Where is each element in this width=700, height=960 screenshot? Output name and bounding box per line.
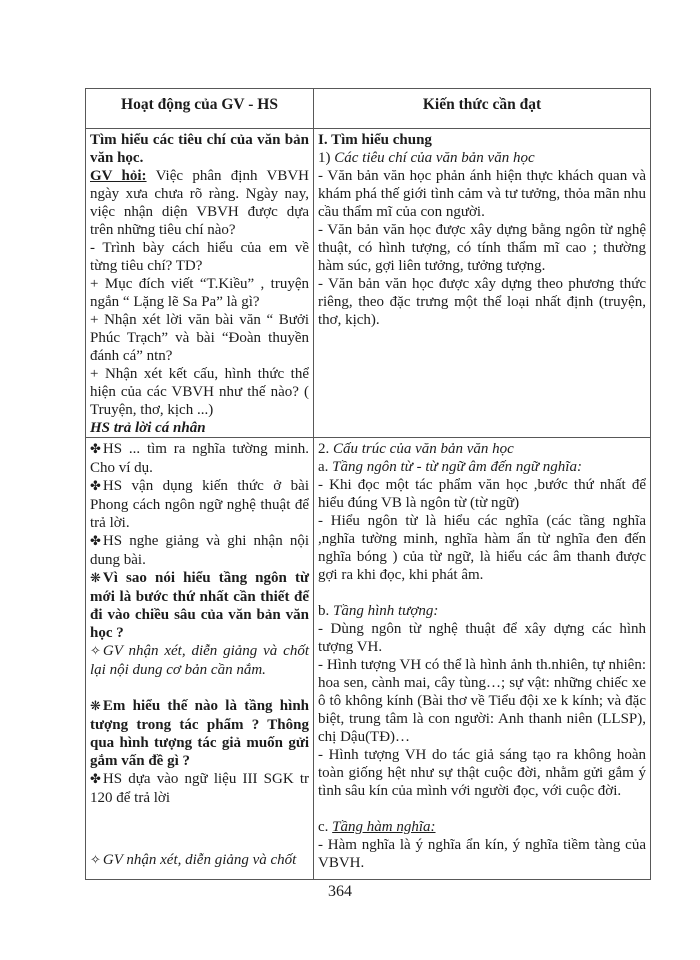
gv-discussion-text: Em hiểu thế nào là tầng hình tượng trong tác phẩm ? Thông qua hình tượng tác giả muốn gửi gắm vấn đề gì ? <box>90 698 309 769</box>
hs-activity-item <box>90 532 309 569</box>
subheading-title: Tầng ngôn từ - từ ngữ âm đến ngữ nghĩa: <box>332 459 582 475</box>
diamond-bullet-icon: ✧ <box>90 853 101 868</box>
cell-row2-knowledge <box>314 438 650 879</box>
subheading-title: Các tiêu chí của văn bản văn học <box>334 150 535 166</box>
subheading-letter: b. <box>318 603 333 619</box>
star-bullet-icon: ❋ <box>90 571 101 586</box>
hs-activity-text: HS vận dụng kiến thức ở bài Phong cách ngôn ngữ nghệ thuật để trả lời. <box>90 478 309 531</box>
hs-activity-item <box>90 477 309 532</box>
cell-row2-activities <box>86 438 314 879</box>
gv-remark <box>90 851 309 870</box>
gv-discussion-text: Vì sao nói hiểu tầng ngôn từ mới là bước thứ nhất cần thiết để đi vào chiều sâu của văn bản văn học ? <box>90 570 309 641</box>
star-bullet-icon: ❋ <box>90 699 101 714</box>
subheading-title: Tầng hàm nghĩa: <box>332 819 436 835</box>
hs-activity-item <box>90 770 309 807</box>
knowledge-bullet: - Hình tượng VH có thể là hình ảnh th.nhiên, tự nhiên: hoa sen, cành mai, cây tùng…; sự vật: những chiếc xe ô tô không kính (Bài thơ về Tiểu đội xe k kính; và đặc biệt, trung tâm là con người: Anh thanh niên (LLSP), chị Dậu(TĐ)… <box>318 657 646 745</box>
gv-remark <box>90 642 309 679</box>
cell-row1-activities <box>86 129 314 438</box>
hs-answer-note: HS trả lời cá nhân <box>90 420 206 436</box>
subheading-number: 1) <box>318 150 335 166</box>
cell-row1-knowledge <box>314 129 650 438</box>
knowledge-bullet: - Hiểu ngôn từ là hiểu các nghĩa (các tầng nghĩa ,nghĩa tường minh, nghĩa hàm ẩn từ nghĩa đen đến nghĩa bóng ) của từ ngữ, là hiểu các âm thanh được gợi ra khi đọc, khi phát âm. <box>318 513 646 583</box>
gv-question-label: GV hỏi: <box>90 168 147 184</box>
hs-activity-text: HS nghe giảng và ghi nhận nội dung bài. <box>90 533 309 568</box>
lesson-plan-table <box>85 88 651 880</box>
hs-activity-item <box>90 440 309 477</box>
heading-title: Cấu trúc của văn bản văn học <box>333 441 514 457</box>
gv-discussion-question <box>90 569 309 642</box>
knowledge-bullet: - Hàm nghĩa là ý nghĩa ẩn kín, ý nghĩa tiềm tàng của VBVH. <box>318 837 646 871</box>
gv-question-paragraph <box>90 167 309 239</box>
header-activities-label: Hoạt động của GV - HS <box>121 96 278 113</box>
question-item: + Nhận xét lời văn bài văn “ Bưởi Phúc Trạch” và bài “Đoàn thuyền đánh cá” ntn? <box>90 312 309 364</box>
header-knowledge-label: Kiến thức cần đạt <box>422 96 542 113</box>
page-number: 364 <box>328 883 352 900</box>
question-item: + Mục đích viết “T.Kiều” , truyện ngắn “ Lặng lẽ Sa Pa” là gì? <box>90 276 309 310</box>
subheading-title: Tầng hình tượng: <box>333 603 439 619</box>
hs-activity-text: HS dựa vào ngữ liệu III SGK tr 120 để trả lời <box>90 771 309 806</box>
knowledge-subheading-1 <box>318 149 646 167</box>
diamond-bullet-icon: ✧ <box>90 644 101 659</box>
knowledge-heading-2 <box>318 440 646 458</box>
activity-section-title: Tìm hiểu các tiêu chí của văn bản văn học. <box>90 132 309 166</box>
knowledge-bullet: - Văn bản văn học được xây dựng bằng ngôn từ nghệ thuật, có hình tượng, có tính thẩm mĩ cao ; thường hàm súc, gợi liên tưởng, tưởng tượng. <box>318 222 646 274</box>
question-item: + Nhận xét kết cấu, hình thức thể hiện của các VBVH như thế nào? ( Truyện, thơ, kịch ...) <box>90 366 309 418</box>
knowledge-bullet: - Dùng ngôn từ nghệ thuật để xây dựng các hình tượng VH. <box>318 621 646 655</box>
gv-remark-text: GV nhận xét, diễn giảng và chốt <box>102 852 297 868</box>
knowledge-subheading-b <box>318 602 646 620</box>
heading-number: 2. <box>318 441 333 457</box>
question-item: - Trình bày cách hiểu của em về từng tiêu chí? TD? <box>90 240 309 274</box>
cross-bullet-icon: ✤ <box>90 442 101 457</box>
cross-bullet-icon: ✤ <box>90 479 101 494</box>
knowledge-bullet: - Văn bản văn học phản ánh hiện thực khách quan và khám phá thế giới tình cảm và tư tưởng, thỏa mãn nhu cầu thẩm mĩ của con người. <box>318 168 646 220</box>
gv-remark-text: GV nhận xét, diễn giảng và chốt lại nội dung cơ bản cần nắm. <box>90 643 309 678</box>
cross-bullet-icon: ✤ <box>90 772 101 787</box>
table-header-knowledge <box>314 89 650 129</box>
knowledge-heading-I: I. Tìm hiểu chung <box>318 132 432 148</box>
table-header-activities <box>86 89 314 129</box>
gv-question-text: Việc phân định VBVH ngày xưa chưa rõ ràng. Ngày nay, việc nhận diện VBVH được dựa trên những tiêu chí nào? <box>90 168 309 238</box>
cross-bullet-icon: ✤ <box>90 534 101 549</box>
knowledge-subheading-a <box>318 458 646 476</box>
knowledge-bullet: - Khi đọc một tác phẩm văn học ,bước thứ nhất để hiểu đúng VB là ngôn từ (từ ngữ) <box>318 477 646 511</box>
knowledge-bullet: - Hình tượng VH do tác giả sáng tạo ra không hoàn toàn giống hệt như sự thật cuộc đời, nhằm gửi gắm ý tình sâu kín của mình với người đọc, với cuộc đời. <box>318 747 646 799</box>
knowledge-subheading-c <box>318 818 646 836</box>
knowledge-bullet: - Văn bản văn học được xây dựng theo phương thức riêng, theo đặc trưng một thể loại nhất định (truyện, thơ, kịch). <box>318 276 646 328</box>
subheading-letter: c. <box>318 819 333 835</box>
hs-activity-text: HS ... tìm ra nghĩa tường minh. Cho ví dụ. <box>90 441 309 476</box>
subheading-letter: a. <box>318 459 333 475</box>
gv-discussion-question <box>90 697 309 770</box>
